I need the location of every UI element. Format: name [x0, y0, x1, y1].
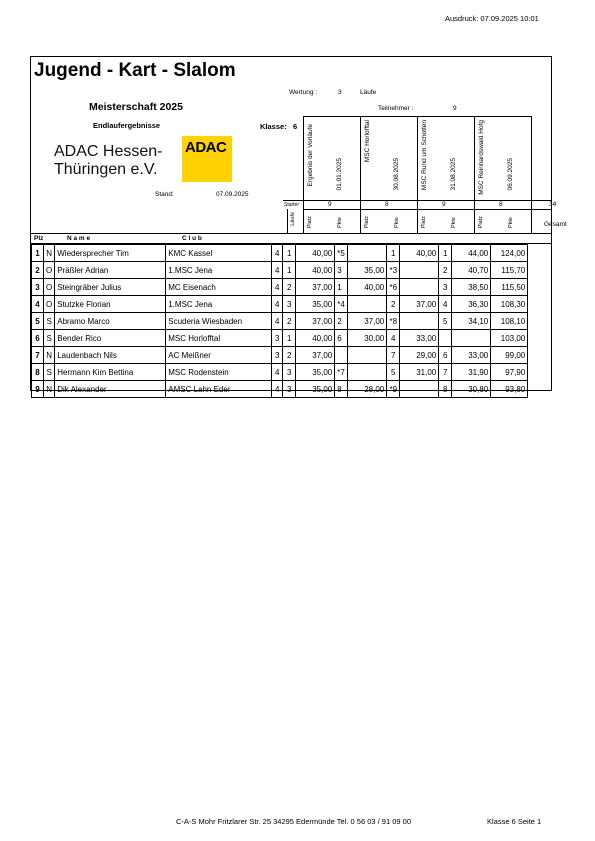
rank-cell: 3: [32, 279, 44, 296]
event-name: MSC Rund um Schotten: [421, 120, 428, 191]
points-cell: 31,90: [452, 364, 491, 381]
place-cell: 2: [283, 313, 296, 330]
place-cell: 6: [439, 347, 452, 364]
starter-label: Starter: [284, 202, 300, 208]
points-cell: 40,00: [400, 245, 439, 262]
name-cell: Stutzke Florian: [55, 296, 166, 313]
points-cell: 31,00: [400, 364, 439, 381]
points-cell: 35,00: [348, 262, 387, 279]
name-cell: Abramo Marco: [55, 313, 166, 330]
print-timestamp: Ausdruck: 07.09.2025 10:01: [445, 14, 539, 23]
pkte-header: Pkte: [337, 217, 343, 229]
stand-label: Stand:: [155, 191, 174, 198]
place-cell: 5: [439, 313, 452, 330]
event-name: MSC Reinhardswald Hofg: [478, 120, 485, 195]
category-cell: S: [44, 364, 55, 381]
points-cell: 37,00: [400, 296, 439, 313]
place-cell: 4: [439, 296, 452, 313]
platz-header: Platz: [421, 216, 427, 229]
rank-cell: 9: [32, 381, 44, 398]
header-divider: [531, 116, 532, 200]
sub-divider: [360, 200, 361, 233]
event-date: 30.08.2025: [393, 158, 400, 191]
category-cell: N: [44, 381, 55, 398]
total-cell: 115,50: [491, 279, 528, 296]
name-cell: Hermann Kim Bettina: [55, 364, 166, 381]
total-cell: 93,80: [491, 381, 528, 398]
starter-sep-line: [303, 209, 552, 210]
footer-page: Klasse 6 Seite 1: [487, 817, 542, 826]
platz-header: Platz: [307, 216, 313, 229]
place-cell: *3: [387, 262, 400, 279]
event-date: 31.08.2025: [450, 158, 457, 191]
runs-cell: 4: [272, 279, 283, 296]
points-cell: 35,00: [296, 364, 335, 381]
table-row: [32, 296, 528, 313]
runs-cell: 3: [272, 330, 283, 347]
stand-value: 07.09.2025: [216, 191, 249, 198]
starter-count: 9: [328, 201, 332, 208]
category-cell: S: [44, 313, 55, 330]
club-cell: Scuderia Wiesbaden: [166, 313, 272, 330]
club-cell: AC Meißner: [166, 347, 272, 364]
category-cell: O: [44, 262, 55, 279]
brand-line-2: Thüringen e.V.: [54, 161, 158, 178]
header-divider: [474, 116, 475, 200]
gesamt-header: Gesamt: [544, 221, 567, 228]
rank-cell: 2: [32, 262, 44, 279]
table-row: [32, 347, 528, 364]
adac-logo: [182, 136, 232, 182]
club-cell: MSC Horlofftal: [166, 330, 272, 347]
club-brand-logo: [54, 143, 162, 179]
place-cell: 2: [283, 279, 296, 296]
points-cell: 36,30: [452, 296, 491, 313]
class-label: Klasse:: [260, 122, 287, 131]
place-cell: 5: [387, 364, 400, 381]
column-header-top-line: [30, 233, 552, 234]
place-cell: 2: [335, 313, 348, 330]
place-cell: 1: [283, 330, 296, 347]
points-cell: 40,00: [296, 330, 335, 347]
points-cell: 33,00: [400, 330, 439, 347]
category-cell: N: [44, 347, 55, 364]
sub-divider: [474, 200, 475, 233]
points-cell: [400, 262, 439, 279]
table-row: [32, 364, 528, 381]
runs-cell: 4: [272, 313, 283, 330]
club-cell: AMSC Lahn Eder: [166, 381, 272, 398]
table-row: [32, 279, 528, 296]
place-cell: 2: [387, 296, 400, 313]
category-cell: S: [44, 330, 55, 347]
starter-count-total: 34: [549, 201, 557, 208]
place-cell: 3: [283, 381, 296, 398]
results-table: [31, 244, 528, 398]
runs-cell: 4: [272, 245, 283, 262]
place-cell: [335, 347, 348, 364]
name-cell: Dik Alexander: [55, 381, 166, 398]
place-cell: 6: [335, 330, 348, 347]
platz-header: Platz: [478, 216, 484, 229]
place-cell: *5: [335, 245, 348, 262]
col-name-header: N a m e: [67, 235, 91, 242]
runs-cell: 4: [272, 262, 283, 279]
points-cell: 44,00: [452, 245, 491, 262]
total-cell: 115,70: [491, 262, 528, 279]
points-cell: [348, 245, 387, 262]
points-cell: 35,00: [296, 296, 335, 313]
platz-header: Platz: [364, 216, 370, 229]
points-cell: [400, 313, 439, 330]
place-cell: 1: [387, 245, 400, 262]
points-cell: 40,00: [296, 262, 335, 279]
points-cell: [348, 364, 387, 381]
total-cell: 124,00: [491, 245, 528, 262]
total-cell: 103,00: [491, 330, 528, 347]
name-cell: Bender Rico: [55, 330, 166, 347]
points-cell: 29,00: [400, 347, 439, 364]
runs-cell: 3: [272, 347, 283, 364]
place-cell: 1: [283, 262, 296, 279]
participants-label: Teilnehmer :: [378, 105, 414, 112]
rank-cell: 6: [32, 330, 44, 347]
name-cell: Laudenbach Nils: [55, 347, 166, 364]
starter-count: 8: [499, 201, 503, 208]
rank-cell: 5: [32, 313, 44, 330]
wertung-value: 3: [338, 89, 342, 96]
club-cell: KMC Kassel: [166, 245, 272, 262]
pkte-header: Pkte: [451, 217, 457, 229]
place-cell: *7: [335, 364, 348, 381]
place-cell: 7: [439, 364, 452, 381]
category-cell: O: [44, 296, 55, 313]
col-plz-header: Plz: [34, 235, 44, 242]
event-date: 06.09.2025: [507, 158, 514, 191]
points-cell: 37,00: [296, 313, 335, 330]
wertung-label: Wertung :: [289, 89, 318, 96]
class-value: 6: [293, 122, 298, 131]
place-cell: 3: [439, 279, 452, 296]
club-cell: MSC Rodenstein: [166, 364, 272, 381]
name-cell: Präßler Adrian: [55, 262, 166, 279]
points-cell: 35,00: [296, 381, 335, 398]
event-name: MSC Horlofftal: [364, 120, 371, 163]
pkte-header: Pkte: [508, 217, 514, 229]
place-cell: 2: [283, 347, 296, 364]
points-cell: 40,70: [452, 262, 491, 279]
runs-cell: 4: [272, 381, 283, 398]
table-row: [32, 381, 528, 398]
rank-cell: 1: [32, 245, 44, 262]
points-cell: [400, 279, 439, 296]
sub-divider: [531, 200, 532, 233]
laeufe-header: Läufe: [290, 212, 296, 226]
sub-divider: [417, 200, 418, 233]
category-cell: O: [44, 279, 55, 296]
points-cell: 30,80: [452, 381, 491, 398]
points-cell: 33,00: [452, 347, 491, 364]
place-cell: 8: [335, 381, 348, 398]
adac-logo-text: ADAC: [185, 139, 227, 156]
points-cell: [348, 347, 387, 364]
total-cell: 108,30: [491, 296, 528, 313]
place-cell: 4: [387, 330, 400, 347]
club-cell: MC Eisenach: [166, 279, 272, 296]
place-cell: 3: [335, 262, 348, 279]
points-cell: [452, 330, 491, 347]
place-cell: *8: [387, 313, 400, 330]
place-cell: 1: [335, 279, 348, 296]
event-date: 01.01.2025: [336, 158, 343, 191]
starter-count: 8: [385, 201, 389, 208]
header-divider: [303, 116, 304, 200]
points-cell: 37,00: [296, 347, 335, 364]
points-cell: [400, 381, 439, 398]
place-cell: 3: [283, 364, 296, 381]
points-cell: 37,00: [296, 279, 335, 296]
place-cell: 2: [439, 262, 452, 279]
place-cell: 1: [283, 245, 296, 262]
table-row: [32, 330, 528, 347]
points-cell: 40,00: [296, 245, 335, 262]
points-cell: 34,10: [452, 313, 491, 330]
points-cell: 40,00: [348, 279, 387, 296]
runs-cell: 4: [272, 364, 283, 381]
place-cell: 1: [439, 245, 452, 262]
place-cell: *9: [387, 381, 400, 398]
rank-cell: 4: [32, 296, 44, 313]
club-cell: 1.MSC Jena: [166, 262, 272, 279]
wertung-unit: Läufe: [360, 89, 377, 96]
points-cell: [348, 296, 387, 313]
col-club-header: C l u b: [182, 235, 202, 242]
place-cell: 7: [387, 347, 400, 364]
page-title: Jugend - Kart - Slalom: [34, 60, 236, 81]
event-name-vorlaeufe: Ergebnis der Vorläufe: [307, 124, 314, 187]
pkte-header: Pkte: [394, 217, 400, 229]
points-cell: 30,00: [348, 330, 387, 347]
table-row: [32, 245, 528, 262]
place-cell: 3: [283, 296, 296, 313]
participants-value: 9: [453, 105, 457, 112]
total-cell: 99,00: [491, 347, 528, 364]
rank-cell: 8: [32, 364, 44, 381]
starter-count: 9: [442, 201, 446, 208]
place-cell: *6: [387, 279, 400, 296]
runs-cell: 4: [272, 296, 283, 313]
table-row: [32, 262, 528, 279]
championship-title: Meisterschaft 2025: [89, 101, 183, 113]
sub-divider: [303, 200, 304, 233]
header-divider: [417, 116, 418, 200]
brand-line-1: ADAC Hessen-: [54, 143, 163, 160]
points-cell: 28,00: [348, 381, 387, 398]
footer-address: C-A-S Mohr Fritzlarer Str. 25 34295 Edermünde Tel. 0 56 03 / 91 09 00: [176, 817, 411, 826]
total-cell: 108,10: [491, 313, 528, 330]
header-divider: [360, 116, 361, 200]
place-cell: 8: [439, 381, 452, 398]
name-cell: Wiedersprecher Tim: [55, 245, 166, 262]
place-cell: [439, 330, 452, 347]
points-cell: 38,50: [452, 279, 491, 296]
table-row: [32, 313, 528, 330]
sub-divider: [287, 209, 288, 233]
name-cell: Steingräber Julius: [55, 279, 166, 296]
points-cell: 37,00: [348, 313, 387, 330]
place-cell: *4: [335, 296, 348, 313]
category-cell: N: [44, 245, 55, 262]
club-cell: 1.MSC Jena: [166, 296, 272, 313]
total-cell: 97,90: [491, 364, 528, 381]
rank-cell: 7: [32, 347, 44, 364]
final-results-label: Endlaufergebnisse: [93, 121, 161, 130]
